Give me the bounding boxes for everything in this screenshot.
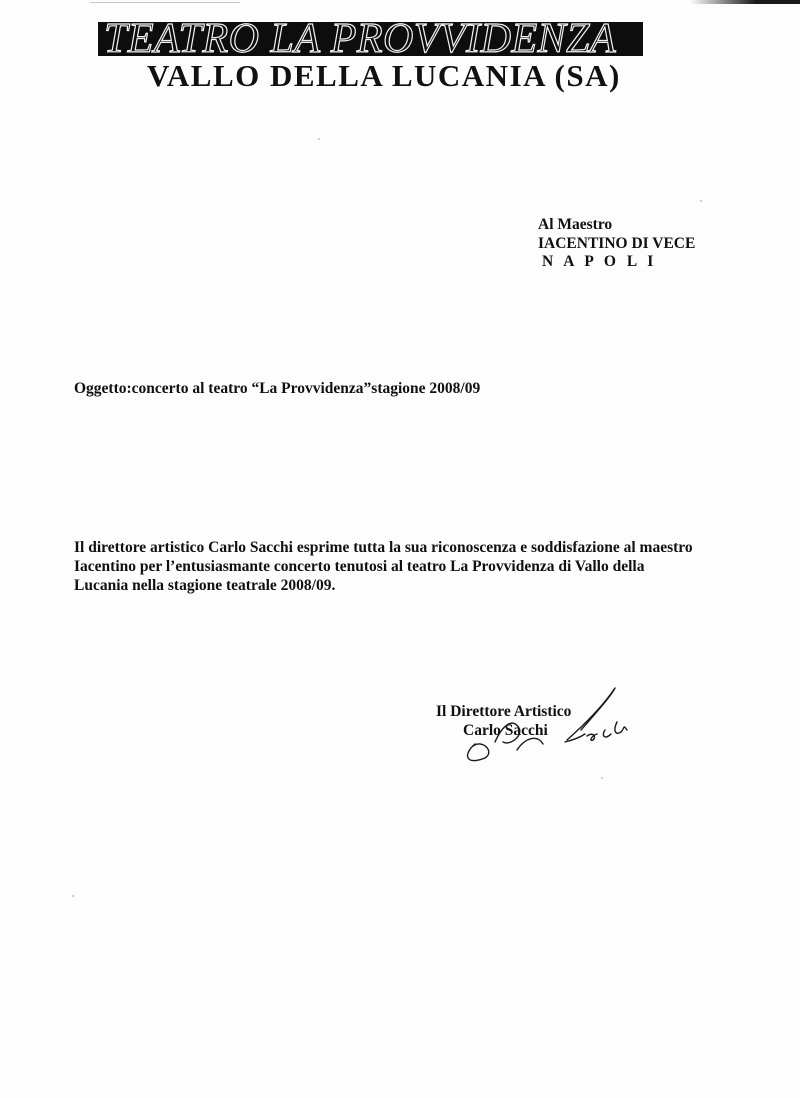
signatory-name: Carlo Sacchi — [463, 722, 548, 739]
recipient-salutation: Al Maestro — [538, 216, 613, 233]
letter-body — [74, 538, 734, 595]
body-line: Lucania nella stagione teatrale 2008/09. — [74, 577, 336, 594]
scan-artifact-corner — [690, 0, 800, 4]
scan-speck — [72, 895, 74, 897]
recipient-city: N A P O L I — [542, 253, 657, 270]
scan-artifact-line — [90, 2, 240, 3]
signatory-title: Il Direttore Artistico — [436, 703, 572, 720]
theatre-name: TEATRO LA PROVVIDENZA — [104, 22, 617, 56]
letterhead-city: VALLO DELLA LUCANIA (SA) — [147, 58, 621, 93]
handwritten-signature — [455, 684, 665, 764]
scan-speck — [601, 777, 603, 779]
body-line: Iacentino per l’entusiasmante concerto tenutosi al teatro La Provvidenza di Vallo della — [74, 558, 645, 575]
scan-speck — [318, 138, 320, 140]
scan-speck — [700, 200, 702, 202]
recipient-address — [538, 216, 695, 272]
letterhead-banner — [98, 22, 643, 56]
body-line: Il direttore artistico Carlo Sacchi esprime tutta la sua riconoscenza e soddisfazione al maestro — [74, 539, 693, 556]
recipient-name: IACENTINO DI VECE — [538, 234, 696, 252]
subject-line: Oggetto:concerto al teatro “La Provvidenza”stagione 2008/09 — [74, 380, 481, 397]
